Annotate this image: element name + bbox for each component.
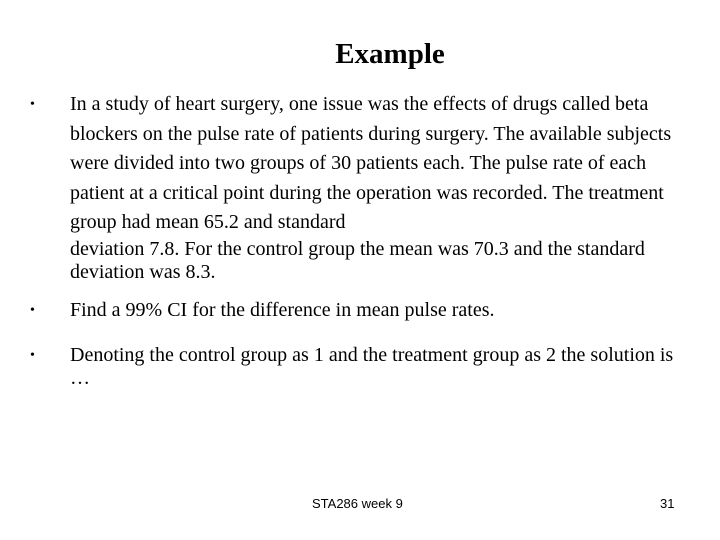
footer-course-label: STA286 week 9 [312,496,403,511]
bullet-text-part-2: deviation 7.8. For the control group the mean was 70.3 and the standard deviation was 8.3. [70,237,645,283]
bullet-marker: • [30,348,35,363]
bullet-text-part-1: In a study of heart surgery, one issue was the effects of drugs called beta blockers on the pulse rate of patients during surgery. The available subjects were divided into two groups of 30 patients each. The pulse rate of each patient at a critical point during the operation was recorded. The treatment group had mean 65.2 and standard [70,93,672,233]
bullet-text: Denoting the control group as 1 and the treatment group as 2 the solution is … [70,344,674,389]
slide-title: Example [335,38,445,70]
bullet-marker: • [30,97,35,112]
bullet-text: Find a 99% CI for the difference in mean pulse rates. [70,299,495,321]
bullet-text [70,90,680,284]
bullet-marker: • [30,303,35,318]
page-number: 31 [660,496,675,511]
